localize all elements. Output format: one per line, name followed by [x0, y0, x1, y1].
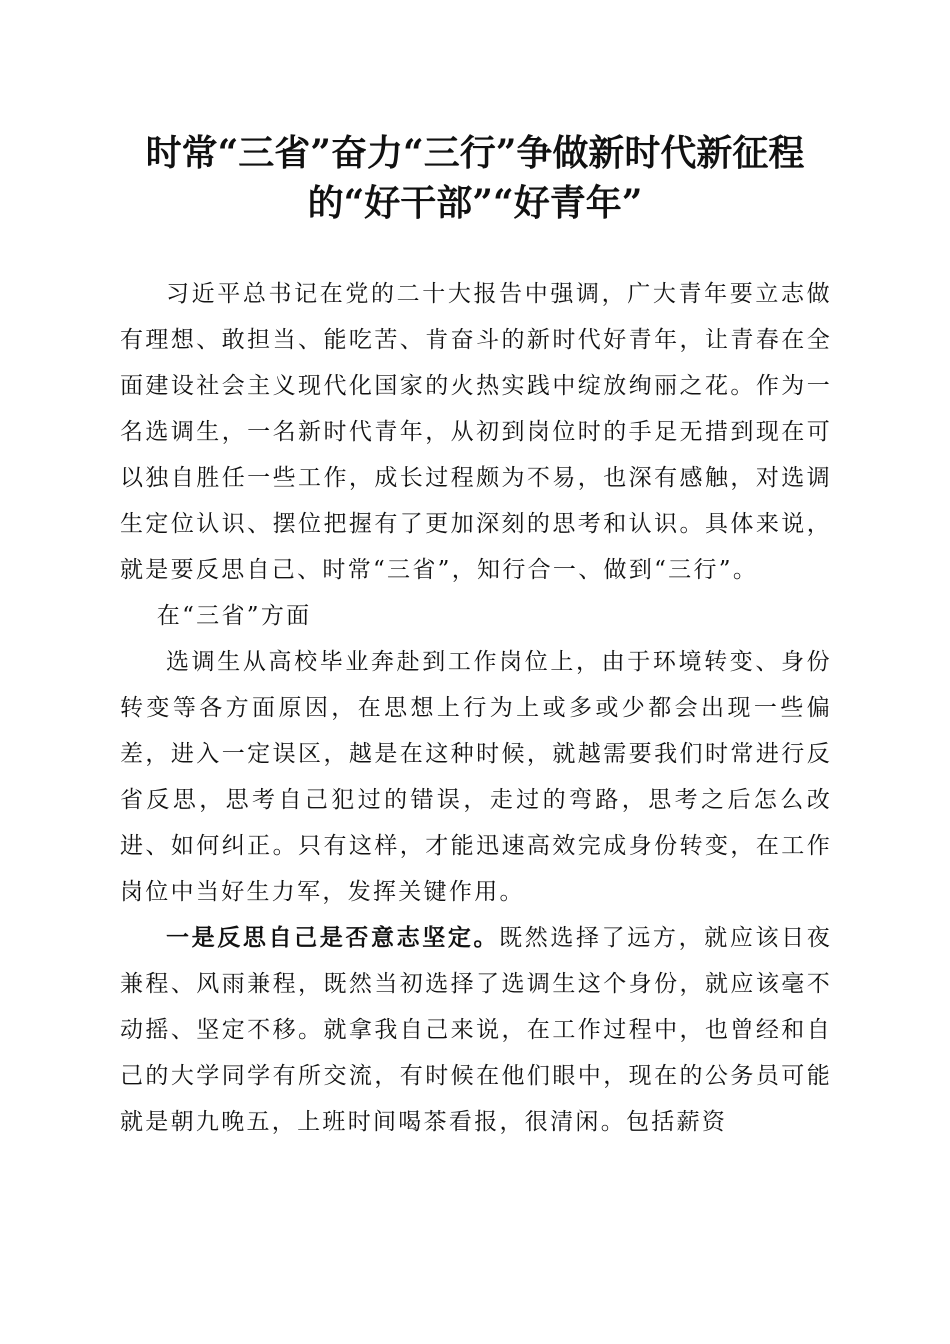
section-heading: 在“三省”方面	[156, 603, 312, 629]
title-line-1: 时常“三省”奋力“三行”争做新时代新征程	[145, 132, 805, 174]
paragraph-intro: 习近平总书记在党的二十大报告中强调，广大青年要立志做有理想、敢担当、能吃苦、肯奋斗的新时代好青年，让青春在全面建设社会主义现代化国家的火热实践中绽放绚丽之花。作为一名选调生，一名新时代青年，从初到岗位时的手足无措到现在可以独自胜任一些工作，成长过程颇为不易，也深有感触，对选调生定位认识、摆位把握有了更加深刻的思考和认识。具体来说，就是要反思自己、时常“三省”，知行合一、做到“三行”。	[120, 281, 832, 583]
document-title	[100, 128, 850, 228]
point-one-text: 既然选择了远方，就应该日夜兼程、风雨兼程，既然当初选择了选调生这个身份，就应该毫不动摇、坚定不移。就拿我自己来说，在工作过程中，也曾经和自己的大学同学有所交流，有时候在他们眼中，现在的公务员可能就是朝九晚五，上班时间喝茶看报，很清闲。包括薪资	[120, 925, 833, 1135]
point-one-lead: 一是反思自己是否意志坚定。	[166, 924, 500, 951]
title-line-2: 的“好干部”“好青年”	[307, 182, 643, 224]
document-body	[120, 271, 832, 1145]
paragraph-point-one	[120, 915, 832, 1145]
paragraph-section-intro: 选调生从高校毕业奔赴到工作岗位上，由于环境转变、身份转变等各方面原因，在思想上行为上或多或少都会出现一些偏差，进入一定误区，越是在这种时候，就越需要我们时常进行反省反思，思考自己犯过的错误，走过的弯路，思考之后怎么改进、如何纠正。只有这样，才能迅速高效完成身份转变，在工作岗位中当好生力军，发挥关键作用。	[120, 649, 832, 905]
